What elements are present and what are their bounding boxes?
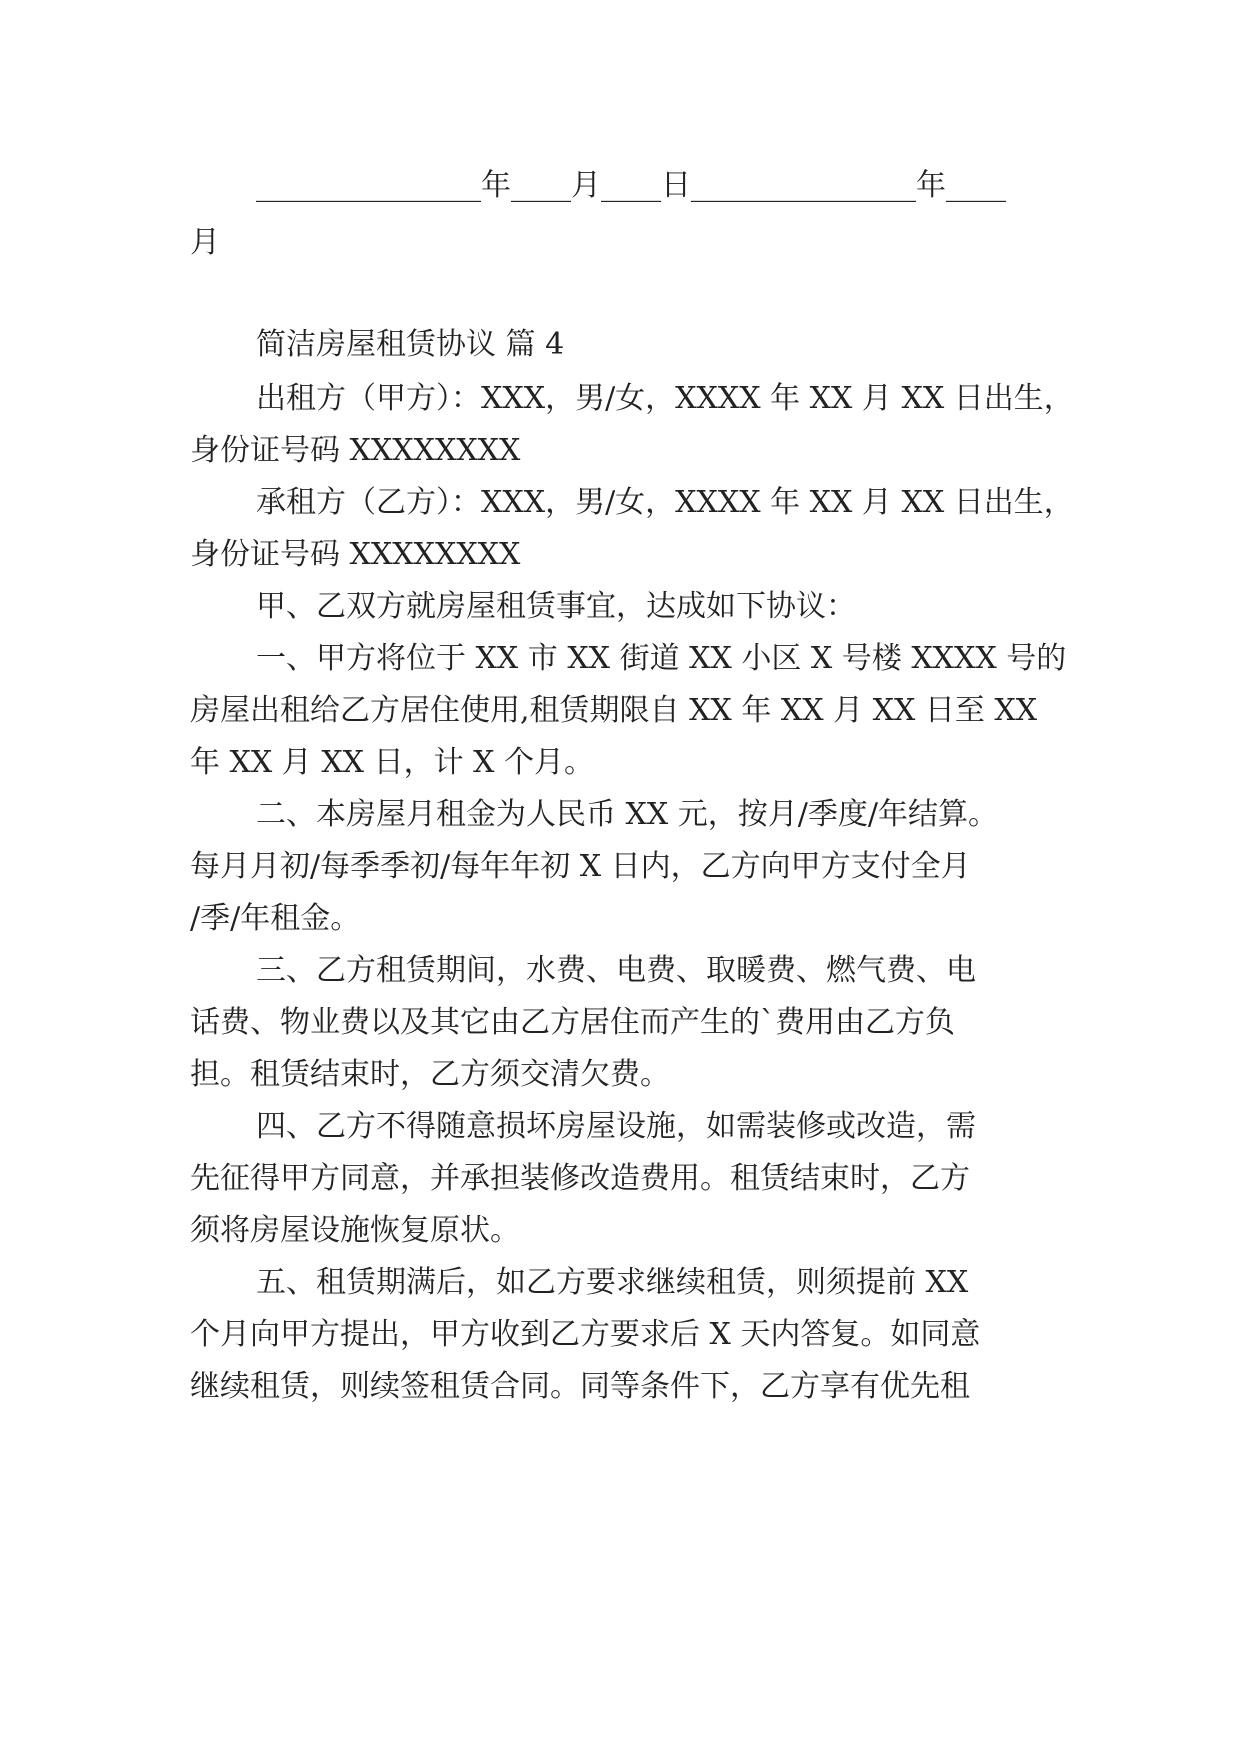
clause-1-line-2: 房屋出租给乙方居住使用,租赁期限自 XX 年 XX 月 XX 日至 XX (190, 693, 1038, 728)
clause-3-line-2: 话费、物业费以及其它由乙方居住而产生的`费用由乙方负 (190, 1005, 955, 1040)
clause-5-line-3: 继续租赁，则续签租赁合同。同等条件下，乙方享有优先租 (190, 1369, 970, 1404)
lessor-line: 出租方（甲方）：XXX，男/女，XXXX 年 XX 月 XX 日出生， (256, 381, 1074, 416)
clause-2-line-1: 二、本房屋月租金为人民币 XX 元，按月/季度/年结算。 (256, 797, 999, 832)
clause-4-line-2: 先征得甲方同意，并承担装修改造费用。租赁结束时，乙方 (190, 1161, 970, 1196)
clause-4-line-3: 须将房屋设施恢复原状。 (190, 1213, 520, 1248)
clause-2-line-2: 每月月初/每季季初/每年年初 X 日内，乙方向甲方支付全月 (190, 849, 971, 884)
clause-4-line-1: 四、乙方不得随意损坏房屋设施，如需装修或改造，需 (256, 1109, 976, 1144)
lessee-id-line: 身份证号码 XXXXXXXX (190, 537, 521, 572)
lessor-id-line: 身份证号码 XXXXXXXX (190, 433, 521, 468)
clause-5-line-2: 个月向甲方提出，甲方收到乙方要求后 X 天内答复。如同意 (190, 1317, 981, 1352)
date-blank-line-continued: 月 (190, 225, 220, 260)
clause-1-line-3: 年 XX 月 XX 日，计 X 个月。 (190, 745, 595, 780)
section-title: 简洁房屋租赁协议 篇 4 (256, 327, 565, 362)
clause-3-line-3: 担。租赁结束时，乙方须交清欠费。 (190, 1057, 670, 1092)
clause-1-line-1: 一、甲方将位于 XX 市 XX 街道 XX 小区 X 号楼 XXXX 号的 (256, 641, 1067, 676)
agreement-intro: 甲、乙双方就房屋租赁事宜，达成如下协议： (256, 589, 856, 624)
lessee-line: 承租方（乙方）：XXX，男/女，XXXX 年 XX 月 XX 日出生， (256, 485, 1074, 520)
clause-5-line-1: 五、租赁期满后，如乙方要求继续租赁，则须提前 XX (256, 1265, 969, 1300)
clause-3-line-1: 三、乙方租赁期间，水费、电费、取暖费、燃气费、电 (256, 953, 976, 988)
date-blank-line: _______________年____月____日_______________年____ (256, 168, 1006, 203)
clause-2-line-3: /季/年租金。 (190, 901, 361, 936)
